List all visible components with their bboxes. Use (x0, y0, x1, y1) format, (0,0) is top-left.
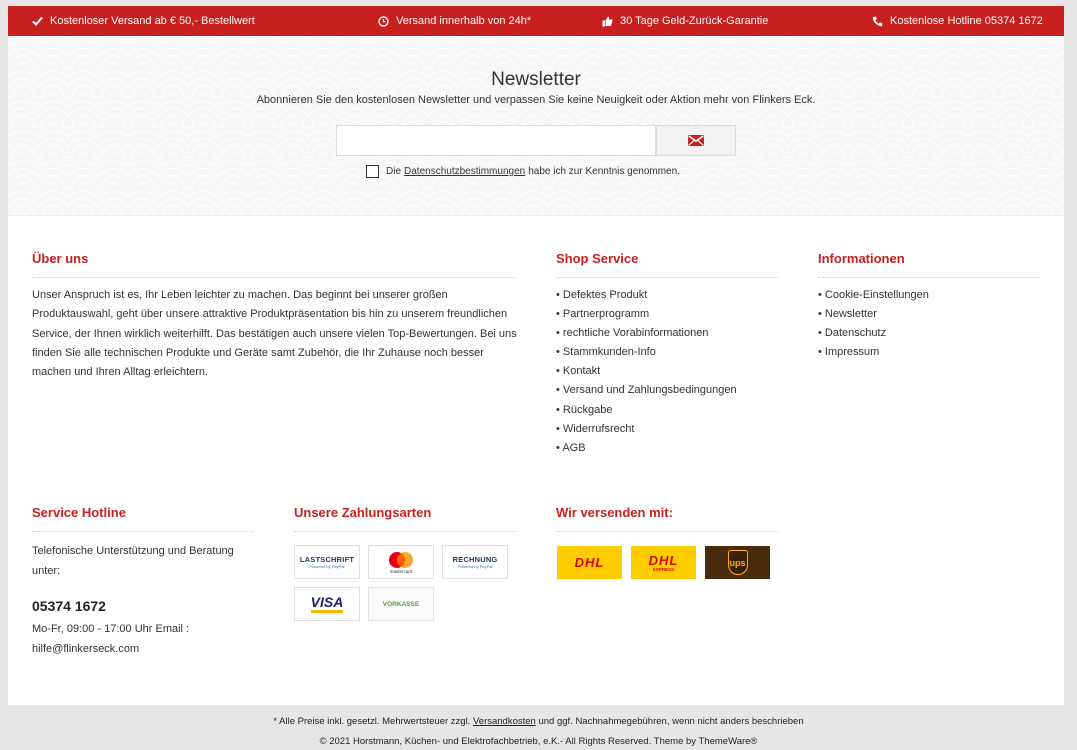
phone-icon (872, 16, 883, 27)
informationen-title: Informationen (818, 251, 905, 266)
about-title: Über uns (32, 251, 89, 266)
newsletter-section (8, 36, 1064, 216)
legal-line-1 (0, 712, 1077, 732)
shop-service-link[interactable]: • Kontakt (556, 362, 737, 381)
usp-text: Kostenlose Hotline 05374 1672 (890, 15, 1043, 27)
shipping-title: Wir versenden mit: (556, 505, 673, 520)
shop-service-link[interactable]: • rechtliche Vorabinformationen (556, 324, 737, 343)
carrier-label: DHL (648, 552, 679, 568)
usp-text: Kostenloser Versand ab € 50,- Bestellwert (50, 15, 255, 27)
legal-footer (0, 712, 1077, 750)
shop-service-title: Shop Service (556, 251, 639, 266)
payment-mastercard-logo (368, 545, 434, 579)
usp-hotline (872, 6, 1043, 36)
divider (32, 277, 516, 278)
hotline-text: Telefonische Unterstützung und Beratung unter: (32, 545, 234, 577)
shop-service-link[interactable]: • Defektes Produkt (556, 286, 737, 305)
carrier-ups-logo (705, 546, 770, 579)
privacy-link[interactable]: Datenschutzbestimmungen (404, 166, 526, 177)
payment-sub: Powered by PayPal (309, 564, 345, 569)
payment-rechnung-logo (442, 545, 508, 579)
divider (818, 277, 1040, 278)
shop-service-link[interactable]: • Stammkunden-Info (556, 343, 737, 362)
divider (32, 531, 254, 532)
shop-service-list (556, 286, 737, 458)
shop-service-link[interactable]: • AGB (556, 439, 737, 458)
legal-suffix: und ggf. Nachnahmegebühren, wenn nicht anders beschrieben (538, 716, 804, 727)
informationen-list (818, 286, 929, 362)
consent-checkbox[interactable] (366, 165, 379, 178)
shipping-costs-link[interactable]: Versandkosten (472, 716, 536, 727)
payment-label: VORKASSE (382, 600, 420, 608)
shop-service-link[interactable]: • Versand und Zahlungsbedingungen (556, 381, 737, 400)
ups-shield-icon (728, 550, 748, 575)
shop-service-link[interactable]: • Partnerprogramm (556, 305, 737, 324)
carrier-label: DHL (574, 555, 605, 570)
carrier-dhl-logo (557, 546, 622, 579)
copyright: © 2021 Horstmann, Küchen- und Elektrofachbetrieb, e.K.- All Rights Reserved. Theme by ThemeWare® (319, 735, 758, 747)
payment-visa-logo (294, 587, 360, 621)
consent-suffix: habe ich zur Kenntnis genommen. (528, 166, 680, 177)
newsletter-subtitle: Abonnieren Sie den kostenlosen Newsletter und verpassen Sie keine Neuigkeit oder Aktion mehr von Flinkers Eck. (256, 94, 816, 106)
newsletter-submit-button[interactable] (656, 125, 736, 156)
carrier-dhl-express-logo (631, 546, 696, 579)
payment-label: mastercard (389, 568, 413, 574)
legal-prefix: * Alle Preise inkl. gesetzl. Mehrwertsteuer zzgl. (273, 716, 471, 727)
divider (556, 531, 778, 532)
shop-service-link[interactable]: • Rückgabe (556, 401, 737, 420)
hotline-hours: Mo-Fr, 09:00 - 17:00 Uhr Email : hilfe@flinkerseck.com (32, 623, 190, 655)
info-link[interactable]: • Impressum (818, 343, 929, 362)
usp-text: Versand innerhalb von 24h* (396, 15, 532, 27)
mastercard-icon (386, 551, 416, 569)
carrier-sub: EXPRESS (652, 566, 675, 572)
payment-lastschrift-logo (294, 545, 360, 579)
usp-bar (8, 6, 1064, 36)
payment-sub: Powered by PayPal (457, 564, 493, 569)
newsletter-email-input[interactable] (336, 125, 656, 156)
newsletter-title: Newsletter (491, 69, 581, 90)
payment-title: Unsere Zahlungsarten (294, 505, 432, 520)
payment-vorkasse-logo (368, 587, 434, 621)
payment-label: LASTSCHRIFT (299, 555, 355, 564)
usp-free-shipping (32, 6, 255, 36)
thumbs-up-icon (602, 16, 613, 27)
newsletter-consent (366, 165, 680, 178)
check-icon (32, 16, 43, 26)
payment-label: VISA (311, 595, 344, 613)
hotline-number[interactable]: 05374 1672 (32, 598, 106, 614)
page (8, 6, 1064, 705)
clock-icon (378, 16, 389, 27)
carrier-label: ups (729, 557, 746, 568)
info-link[interactable]: • Newsletter (818, 305, 929, 324)
hotline-title: Service Hotline (32, 505, 126, 520)
usp-shipping-time (378, 6, 531, 36)
info-link[interactable]: • Cookie-Einstellungen (818, 286, 929, 305)
usp-money-back (602, 6, 768, 36)
divider (294, 531, 516, 532)
payment-label: RECHNUNG (452, 555, 498, 564)
info-link[interactable]: • Datenschutz (818, 324, 929, 343)
divider (556, 277, 778, 278)
envelope-icon (688, 135, 704, 146)
consent-prefix: Die (386, 166, 402, 177)
usp-text: 30 Tage Geld-Zurück-Garantie (620, 15, 769, 27)
about-text: Unser Anspruch ist es, Ihr Leben leichter zu machen. Das beginnt bei unserer großen Produktauswahl, geht über unsere attraktive Produktpräsentation bis hin zu unserem freundlichen Service, der Ihnen wirklich weiterhilft. Das bestätigen auch unsere vielen Top-Bewertungen. Bei uns finden Sie alle technischen Produkte und Geräte samt Zubehör, die Ihr Zuhause noch besser machen und Ihren Alltag erleichtern. (32, 289, 517, 379)
shop-service-link[interactable]: • Widerrufsrecht (556, 420, 737, 439)
